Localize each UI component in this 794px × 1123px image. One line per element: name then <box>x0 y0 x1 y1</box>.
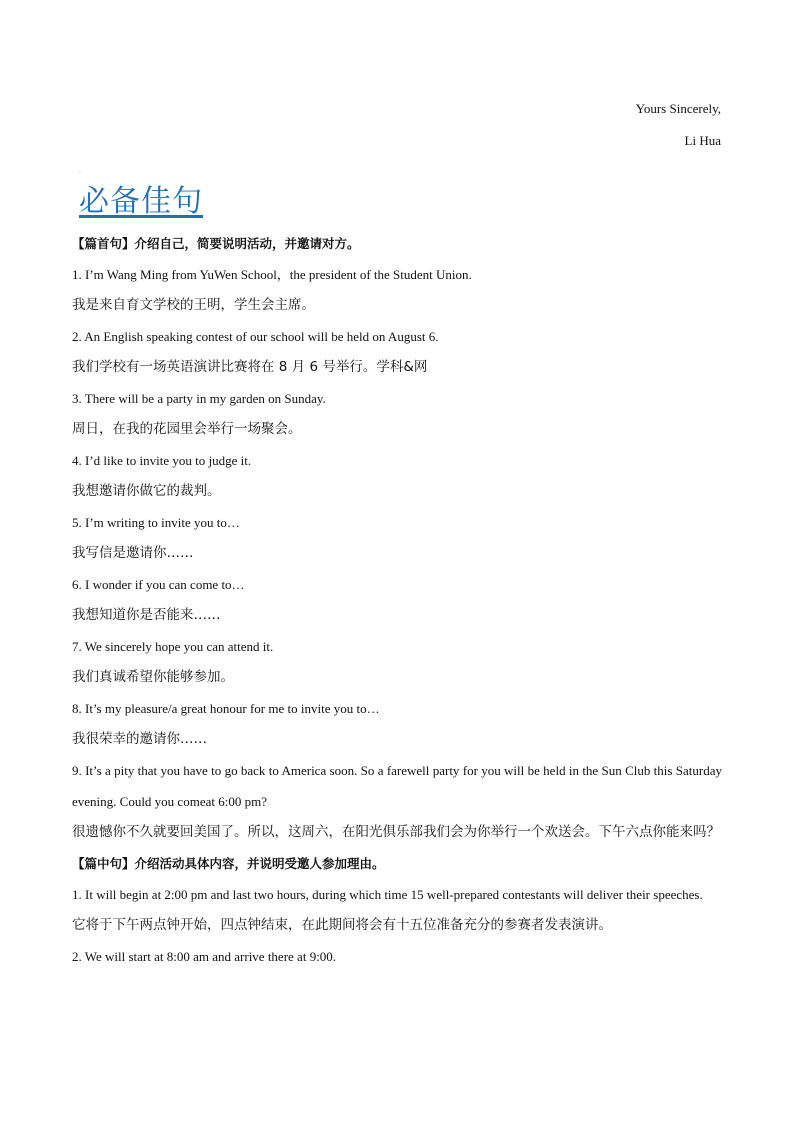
sentence-zh: 我们真诚希望你能够参加。 <box>72 669 234 685</box>
sentence-en: 9. It’s a pity that you have to go back to America soon. So a farewell party for you will be held in the Sun Club this Saturday evening. Could you comeat 6:00 pm? <box>72 763 722 809</box>
sentence-zh: 很遗憾你不久就要回美国了。所以，这周六，在阳光俱乐部我们会为你举行一个欢送会。下午六点你能来吗？ <box>72 824 720 840</box>
sentence-en: 7. We sincerely hope you can attend it. <box>72 639 274 654</box>
sentence-en: 8. It’s my pleasure/a great honour for me to invite you to… <box>72 701 380 716</box>
sentence-en: 5. I’m writing to invite you to… <box>72 515 240 530</box>
tick-mark: . <box>79 168 81 175</box>
sentence-zh: 我想邀请你做它的裁判。 <box>72 483 221 499</box>
sentence-zh: 我很荣幸的邀请你…… <box>72 731 207 747</box>
sentence-en: 4. I’d like to invite you to judge it. <box>72 453 252 468</box>
sentence-zh: 我们学校有一场英语演讲比赛将在 8 月 6 号举行。学科&网 <box>72 359 428 375</box>
sentence-en: 3. There will be a party in my garden on Sunday. <box>72 391 326 406</box>
page-heading: 必备佳句 <box>79 184 203 219</box>
section-header-opening: 【篇首句】介绍自己，简要说明活动，并邀请对方。 <box>72 236 360 251</box>
sentence-en: 2. An English speaking contest of our school will be held on August 6. <box>72 329 439 344</box>
letter-signature: Li Hua <box>684 133 721 148</box>
sentence-zh: 我是来自育文学校的王明，学生会主席。 <box>72 297 315 313</box>
sentence-en: 1. It will begin at 2:00 pm and last two hours, during which time 15 well-prepared contestants will deliver their speeches. <box>72 887 703 902</box>
sentence-zh: 我想知道你是否能来…… <box>72 607 221 623</box>
sentence-en: 1. I’m Wang Ming from YuWen School，the president of the Student Union. <box>72 267 472 282</box>
letter-closing: Yours Sincerely, <box>635 101 721 116</box>
sentence-zh: 它将于下午两点钟开始，四点钟结束，在此期间将会有十五位准备充分的参赛者发表演讲。 <box>72 917 612 933</box>
sentence-zh: 我写信是邀请你…… <box>72 545 194 561</box>
section-header-middle: 【篇中句】介绍活动具体内容，并说明受邀人参加理由。 <box>72 856 385 871</box>
sentence-zh: 周日，在我的花园里会举行一场聚会。 <box>72 421 302 437</box>
content-body <box>72 228 722 972</box>
sentence-en: 6. I wonder if you can come to… <box>72 577 245 592</box>
sentence-en: 2. We will start at 8:00 am and arrive there at 9:00. <box>72 949 337 964</box>
